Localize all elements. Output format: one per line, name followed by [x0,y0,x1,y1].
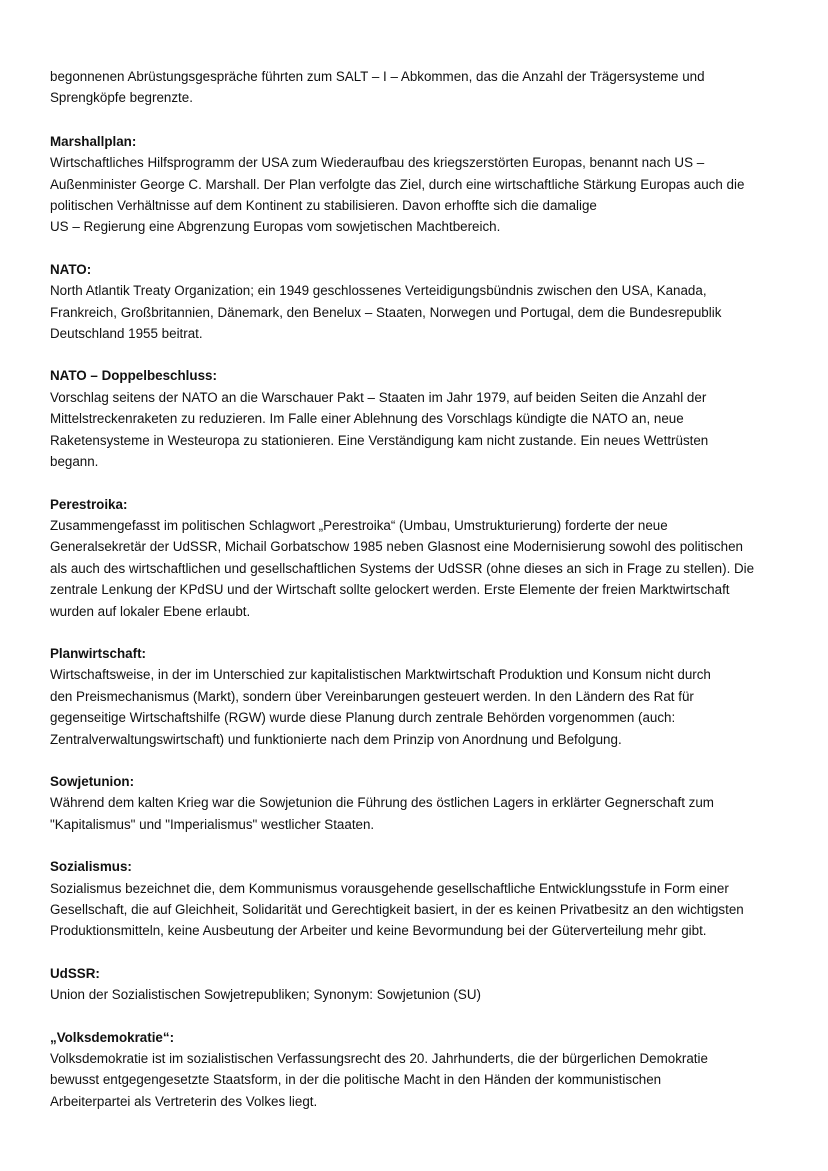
text-line: Frankreich, Großbritannien, Dänemark, den Benelux – Staaten, Norwegen und Portugal, dem die Bundesrepublik [50,304,722,320]
entry-term: Planwirtschaft: [50,645,146,661]
text-line: Während dem kalten Krieg war die Sowjetunion die Führung des östlichen Lagers in erklärter Gegnerschaft zum [50,795,714,811]
text-line: Deutschland 1955 beitrat. [50,326,203,342]
text-line: "Kapitalismus" und "Imperialismus" westlicher Staaten. [50,816,375,832]
text-line: Gesellschaft, die auf Gleichheit, Solidarität und Gerechtigkeit basiert, in der es keinen Privatbesitz an den wichtigsten [50,902,744,917]
glossary-entry-sowjetunion [50,771,785,835]
text-line: Mittelstreckenraketen zu reduzieren. Im Falle einer Ablehnung des Vorschlags kündigte die NATO an, neue [50,411,684,427]
intro-paragraph [50,66,785,109]
entry-term: Marshallplan: [50,133,137,149]
text-line: Union der Sozialistischen Sowjetrepubliken; Synonym: Sowjetunion (SU) [50,987,481,1003]
entry-definition [50,387,785,473]
entry-definition [50,792,785,835]
text-line: Außenminister George C. Marshall. Der Plan verfolgte das Ziel, durch eine wirtschaftliche Stärkung Europas auch die [50,176,745,192]
text-line: Generalsekretär der UdSSR, Michail Gorbatschow 1985 neben Glasnost eine Modernisierung sowohl des politischen [50,539,743,555]
glossary-entry-planwirtschaft [50,643,785,750]
entry-definition [50,1048,785,1112]
entry-term: Sowjetunion: [50,773,135,789]
glossary-entry-perestroika [50,494,785,622]
text-line: North Atlantik Treaty Organization; ein 1949 geschlossenes Verteidigungsbündnis zwischen den USA, Kanada, [50,283,707,299]
text-line: Arbeiterpartei als Vertreterin des Volkes liegt. [50,1093,318,1109]
text-line: Raketensysteme in Westeuropa zu stationieren. Eine Verständigung kam nicht zustande. Ein neues Wettrüsten [50,432,709,448]
entry-definition [50,515,785,622]
glossary-entry-nato-doppelbeschluss [50,365,785,472]
text-line: Produktionsmitteln, keine Ausbeutung der Arbeiter und keine Bevormundung bei der Güterverteilung mehr gibt. [50,923,707,939]
text-line: politischen Verhältnisse auf dem Kontinent zu stabilisieren. Davon erhoffte sich die damalige [50,198,597,214]
text-line: Sozialismus bezeichnet die, dem Kommunismus vorausgehende gesellschaftliche Entwicklungsstufe in Form einer [50,880,729,896]
text-line: gegenseitige Wirtschaftshilfe (RGW) wurde diese Planung durch zentrale Behörden vorgenommen (auch: [50,710,676,726]
glossary-entry-udssr [50,963,785,1006]
text-line: wurden auf lokaler Ebene erlaubt. [50,603,251,619]
text-line: Volksdemokratie ist im sozialistischen Verfassungsrecht des 20. Jahrhunderts, die der bürgerlichen Demokratie [50,1051,708,1067]
text-line: Wirtschaftsweise, in der im Unterschied zur kapitalistischen Marktwirtschaft Produktion und Konsum nicht durch [50,667,711,683]
text-line: Vorschlag seitens der NATO an die Warschauer Pakt – Staaten im Jahr 1979, auf beiden Seiten die Anzahl der [50,389,707,405]
entry-definition [50,152,785,238]
text-line: US – Regierung eine Abgrenzung Europas vom sowjetischen Machtbereich. [50,219,501,235]
document-page [50,66,785,1133]
glossary-entry-sozialismus [50,856,785,942]
text-line: Zentralverwaltungswirtschaft) und funktionierte nach dem Prinzip von Anordnung und Befolgung. [50,731,622,747]
text-line: begann. [50,454,99,470]
entry-term: NATO: [50,261,92,277]
text-line: als auch des wirtschaftlichen und gesellschaftlichen Systems der UdSSR (ohne dieses an sich in Frage zu stellen). Die [50,560,755,576]
entry-definition [50,878,785,942]
entry-term: Perestroika: [50,496,128,512]
text-line: bewusst entgegengesetzte Staatsform, in der die politische Macht in den Händen der kommunistischen [50,1072,662,1088]
glossary-entry-nato [50,259,785,345]
entry-definition [50,984,785,1005]
entry-term: „Volksdemokratie“: [50,1029,175,1045]
text-line: Sprengköpfe begrenzte. [50,90,193,106]
glossary-entry-volksdemokratie [50,1027,785,1113]
entry-term: UdSSR: [50,965,100,981]
text-line: den Preismechanismus (Markt), sondern über Vereinbarungen gesteuert werden. In den Ländern des Rat für [50,688,694,704]
entry-term: Sozialismus: [50,859,132,875]
entry-definition [50,664,785,750]
text-line: Zusammengefasst im politischen Schlagwort „Perestroika“ (Umbau, Umstrukturierung) forderte der neue [50,517,668,533]
entry-definition [50,280,785,344]
text-line: Wirtschaftliches Hilfsprogramm der USA zum Wiederaufbau des kriegszerstörten Europas, benannt nach US – [50,155,705,171]
text-line: zentrale Lenkung der KPdSU und der Wirtschaft sollte gelockert werden. Erste Elemente der freien Marktwirtschaft [50,582,730,598]
entry-term: NATO – Doppelbeschluss: [50,368,217,384]
glossary-entry-marshallplan [50,131,785,238]
text-line: begonnenen Abrüstungsgespräche führten zum SALT – I – Abkommen, das die Anzahl der Trägersysteme und [50,69,705,84]
